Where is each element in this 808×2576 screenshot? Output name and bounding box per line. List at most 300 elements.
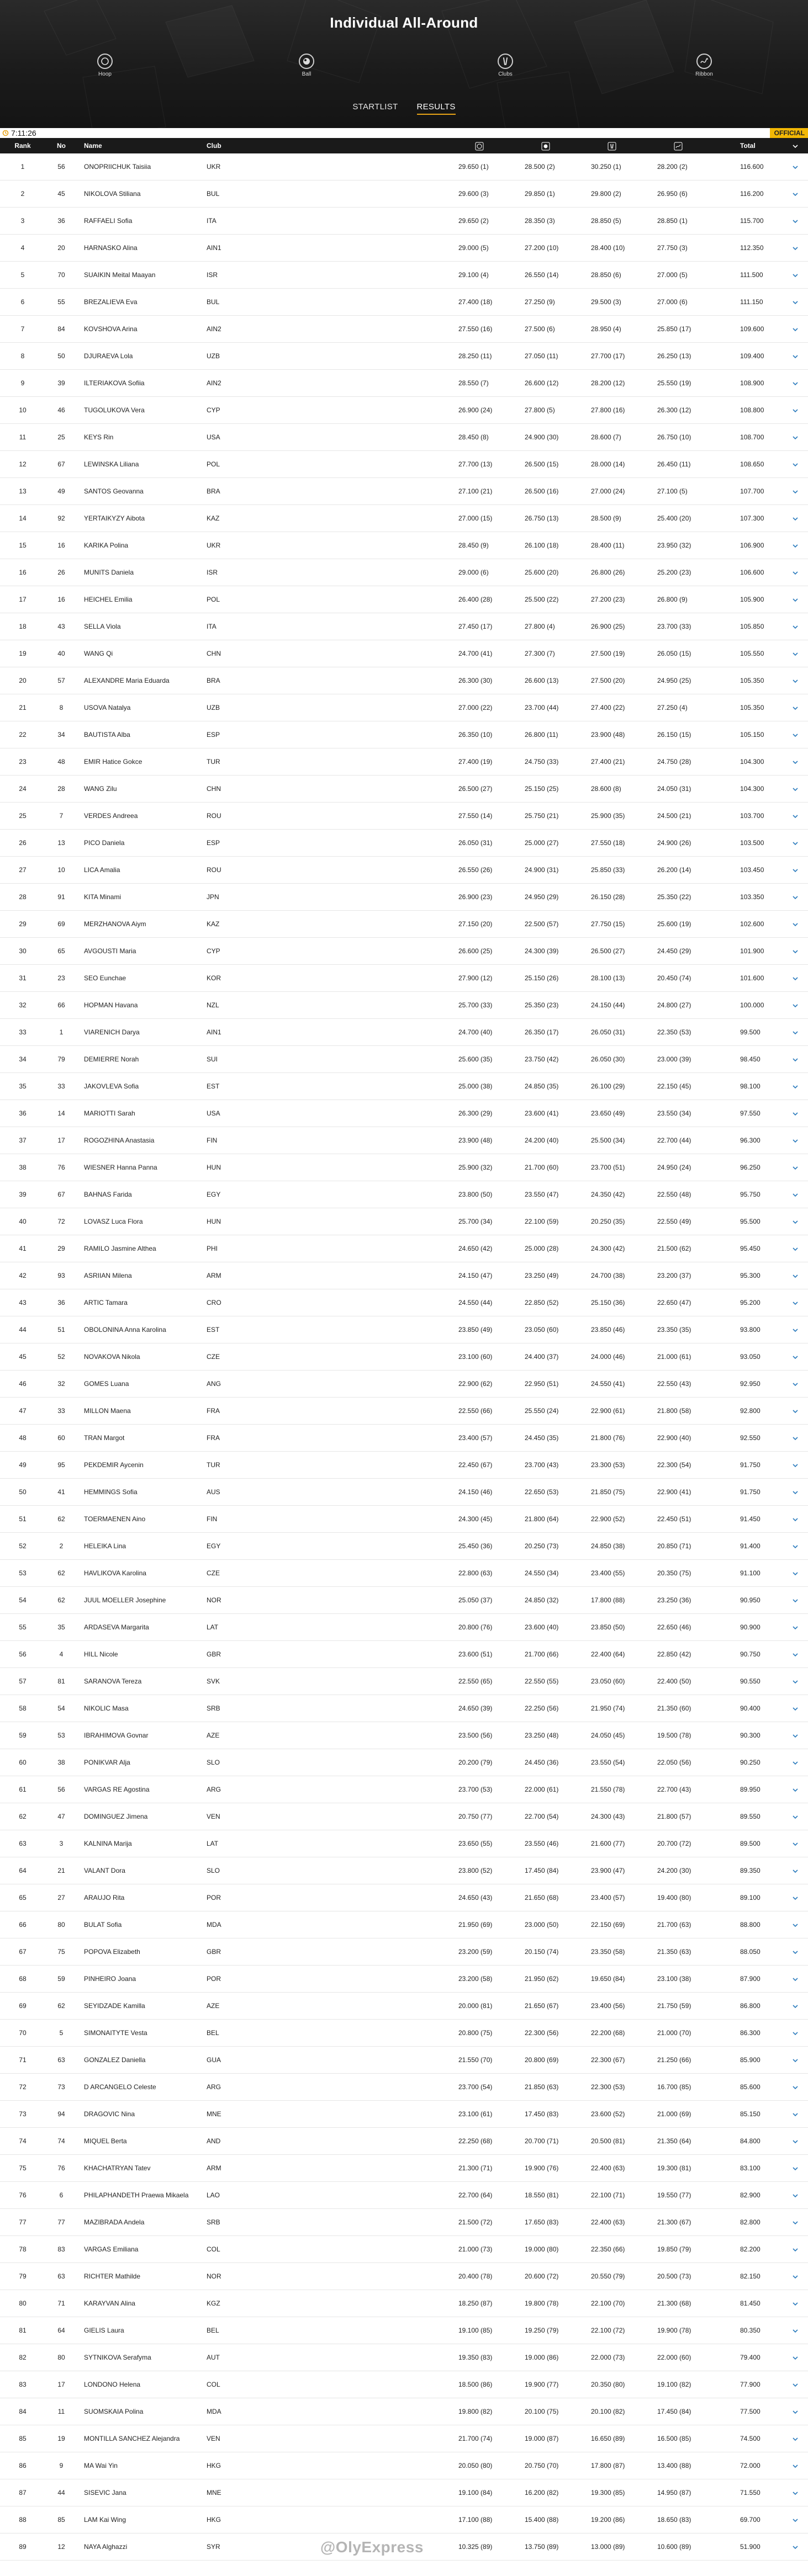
expand-row-button[interactable] [790,2128,801,2155]
ball-score-cell: 19.900 (77) [525,2381,559,2388]
total-score-cell: 107.700 [740,487,764,495]
expand-row-button[interactable] [790,2020,801,2047]
table-row[interactable] [0,1181,808,1208]
expand-row-button[interactable] [790,1668,801,1695]
expand-row-button[interactable] [790,2263,801,2290]
table-row[interactable] [0,1479,808,1506]
table-row[interactable] [0,613,808,640]
expand-row-button[interactable] [790,721,801,748]
clubs-score-cell: 24.150 (44) [591,1001,625,1009]
club-cell: CHN [207,650,221,657]
tab-results[interactable]: RESULTS [417,102,456,115]
table-row[interactable] [0,1316,808,1343]
table-row[interactable] [0,1668,808,1695]
expand-row-button[interactable] [790,1343,801,1371]
hoop-score-cell: 19.350 (83) [458,2354,493,2361]
club-cell: ARM [207,1272,221,1279]
apparatus-ball[interactable] [287,54,326,77]
clubs-score-cell: 22.100 (71) [591,2191,625,2199]
expand-row-button[interactable] [790,2371,801,2398]
ball-score-cell: 26.550 (14) [525,271,559,279]
expand-row-button[interactable] [790,2425,801,2452]
chevron-down-icon [792,597,799,603]
expand-row-button[interactable] [790,613,801,640]
hoop-score-cell: 27.550 (16) [458,325,493,333]
expand-row-button[interactable] [790,153,801,180]
expand-row-button[interactable] [790,2506,801,2533]
table-row[interactable] [0,1993,808,2020]
expand-row-button[interactable] [790,667,801,694]
ribbon-score-cell: 22.550 (49) [657,1218,691,1225]
expand-row-button[interactable] [790,857,801,884]
table-row[interactable] [0,1749,808,1776]
table-row[interactable] [0,1425,808,1452]
table-row[interactable] [0,343,808,370]
expand-row-button[interactable] [790,1641,801,1668]
ball-score-cell: 23.700 (43) [525,1461,559,1469]
expand-row-button[interactable] [790,1506,801,1533]
start-number-cell: 93 [57,1272,65,1279]
athlete-name-cell: VARGAS Emiliana [84,2245,139,2253]
expand-row-button[interactable] [790,776,801,803]
club-cell: BUL [207,298,220,306]
table-row[interactable] [0,1722,808,1749]
table-row[interactable] [0,2479,808,2506]
expand-row-button[interactable] [790,180,801,208]
hoop-score-cell: 26.550 (26) [458,866,493,874]
ribbon-score-cell: 27.250 (4) [657,704,688,711]
table-row[interactable] [0,1966,808,1993]
table-row[interactable] [0,1208,808,1235]
table-row[interactable] [0,2236,808,2263]
hoop-score-cell: 18.500 (86) [458,2381,493,2388]
clubs-score-cell: 22.400 (63) [591,2164,625,2172]
table-row[interactable] [0,2020,808,2047]
athlete-name-cell: ARTIC Tamara [84,1299,128,1306]
hoop-score-cell: 24.150 (47) [458,1272,493,1279]
table-row[interactable] [0,1560,808,1587]
start-number-cell: 13 [57,839,65,847]
table-row[interactable] [0,2371,808,2398]
expand-row-button[interactable] [790,235,801,262]
club-cell: AND [207,2137,221,2145]
start-number-cell: 70 [57,271,65,279]
expand-row-button[interactable] [790,1046,801,1073]
expand-row-button[interactable] [790,2344,801,2371]
table-row[interactable] [0,1776,808,1803]
ribbon-score-cell: 21.750 (59) [657,2002,691,2010]
expand-row-button[interactable] [790,1938,801,1966]
clubs-score-cell: 22.100 (70) [591,2299,625,2307]
table-row[interactable] [0,505,808,532]
expand-row-button[interactable] [790,559,801,586]
expand-row-button[interactable] [790,532,801,559]
table-row[interactable] [0,235,808,262]
ball-score-cell: 25.150 (25) [525,785,559,793]
table-row[interactable] [0,965,808,992]
ribbon-score-cell: 26.250 (13) [657,352,691,360]
expand-row-button[interactable] [790,2074,801,2101]
expand-row-button[interactable] [790,1966,801,1993]
expand-row-button[interactable] [790,1722,801,1749]
expand-row-button[interactable] [790,208,801,235]
table-row[interactable] [0,830,808,857]
rank-cell: 81 [19,2327,27,2334]
table-row[interactable] [0,2182,808,2209]
hoop-score-cell: 23.700 (54) [458,2083,493,2091]
expand-row-button[interactable] [790,1803,801,1830]
ribbon-score-cell: 14.950 (87) [657,2489,691,2497]
table-row[interactable] [0,1506,808,1533]
header-ball[interactable] [525,138,574,153]
table-row[interactable] [0,857,808,884]
table-row[interactable] [0,397,808,424]
hoop-score-cell: 27.000 (15) [458,514,493,522]
clubs-score-cell: 17.800 (88) [591,1596,625,1604]
chevron-down-icon [792,1219,799,1225]
expand-row-button[interactable] [790,1479,801,1506]
athlete-name-cell: WIESNER Hanna Panna [84,1164,157,1171]
expand-row-button[interactable] [790,830,801,857]
expand-row-button[interactable] [790,1587,801,1614]
table-row[interactable] [0,1587,808,1614]
start-number-cell: 84 [57,325,65,333]
hoop-score-cell: 23.100 (61) [458,2110,493,2118]
table-row[interactable] [0,2209,808,2236]
table-row[interactable] [0,2533,808,2561]
total-score-cell: 103.500 [740,839,764,847]
athlete-name-cell: ALEXANDRE Maria Eduarda [84,677,170,684]
ribbon-score-cell: 19.900 (78) [657,2327,691,2334]
clubs-score-cell: 28.500 (9) [591,514,621,522]
start-number-cell: 75 [57,1948,65,1956]
table-row[interactable] [0,1289,808,1316]
expand-row-button[interactable] [790,2452,801,2479]
expand-row-button[interactable] [790,262,801,289]
expand-row-button[interactable] [790,2398,801,2425]
clubs-score-cell: 22.000 (73) [591,2354,625,2361]
table-row[interactable] [0,1019,808,1046]
rank-cell: 6 [20,298,25,306]
expand-row-button[interactable] [790,1776,801,1803]
ribbon-score-cell: 22.900 (41) [657,1488,691,1496]
apparatus-ribbon[interactable] [685,54,723,77]
ribbon-score-cell: 22.150 (45) [657,1082,691,1090]
club-cell: ISR [207,569,218,576]
start-number-cell: 54 [57,1704,65,1712]
table-row[interactable] [0,640,808,667]
club-cell: ANG [207,1380,221,1388]
clubs-score-cell: 22.350 (66) [591,2245,625,2253]
expand-row-button[interactable] [790,586,801,613]
table-row[interactable] [0,153,808,180]
expand-row-button[interactable] [790,2182,801,2209]
table-row[interactable] [0,208,808,235]
table-row[interactable] [0,992,808,1019]
clubs-score-cell: 26.800 (26) [591,569,625,576]
expand-row-button[interactable] [790,2101,801,2128]
hoop-score-cell: 23.400 (57) [458,1434,493,1442]
table-row[interactable] [0,1641,808,1668]
expand-row-button[interactable] [790,965,801,992]
expand-row-button[interactable] [790,2533,801,2561]
club-cell: POL [207,460,220,468]
expand-row-button[interactable] [790,1533,801,1560]
header-hoop[interactable] [458,138,508,153]
expand-row-button[interactable] [790,884,801,911]
ball-score-cell: 25.150 (26) [525,974,559,982]
expand-row-button[interactable] [790,1749,801,1776]
table-row[interactable] [0,2452,808,2479]
total-score-cell: 82.200 [740,2245,761,2253]
table-row[interactable] [0,1073,808,1100]
table-row[interactable] [0,2398,808,2425]
athlete-name-cell: TUGOLUKOVA Vera [84,406,145,414]
ribbon-score-cell: 24.950 (25) [657,677,691,684]
table-row[interactable] [0,2263,808,2290]
table-row[interactable] [0,2047,808,2074]
total-score-cell: 105.850 [740,623,764,630]
club-cell: TUR [207,758,220,766]
table-row[interactable] [0,1235,808,1262]
expand-row-button[interactable] [790,1208,801,1235]
table-row[interactable] [0,2155,808,2182]
expand-row-button[interactable] [790,370,801,397]
rank-cell: 82 [19,2354,27,2361]
table-row[interactable] [0,1695,808,1722]
rank-cell: 86 [19,2462,27,2469]
expand-row-button[interactable] [790,1154,801,1181]
table-row[interactable] [0,586,808,613]
expand-row-button[interactable] [790,2155,801,2182]
table-row[interactable] [0,911,808,938]
expand-row-button[interactable] [790,505,801,532]
table-row[interactable] [0,2344,808,2371]
ball-score-cell: 25.000 (27) [525,839,559,847]
table-row[interactable] [0,694,808,721]
table-row[interactable] [0,370,808,397]
expand-row-button[interactable] [790,397,801,424]
rank-cell: 79 [19,2272,27,2280]
rank-cell: 53 [19,1569,27,1577]
table-row[interactable] [0,1452,808,1479]
table-row[interactable] [0,180,808,208]
table-row[interactable] [0,1398,808,1425]
expand-row-button[interactable] [790,2047,801,2074]
club-cell: BEL [207,2327,219,2334]
expand-row-button[interactable] [790,1614,801,1641]
ribbon-score-cell: 22.300 (54) [657,1461,691,1469]
expand-row-button[interactable] [790,694,801,721]
expand-row-button[interactable] [790,803,801,830]
expand-row-button[interactable] [790,1100,801,1127]
table-row[interactable] [0,1127,808,1154]
athlete-name-cell: SANTOS Geovanna [84,487,144,495]
rank-cell: 52 [19,1542,27,1550]
expand-row-button[interactable] [790,2236,801,2263]
expand-row-button[interactable] [790,1695,801,1722]
hoop-score-cell: 10.325 (89) [458,2543,493,2551]
header-ribbon[interactable] [657,138,707,153]
ball-score-cell: 22.250 (56) [525,1704,559,1712]
expand-row-button[interactable] [790,938,801,965]
table-row[interactable] [0,424,808,451]
chevron-down-icon [792,516,799,522]
expand-row-button[interactable] [790,748,801,776]
rank-cell: 88 [19,2516,27,2524]
table-row[interactable] [0,1911,808,1938]
expand-row-button[interactable] [790,2209,801,2236]
table-row[interactable] [0,2074,808,2101]
apparatus-clubs[interactable] [486,54,525,77]
table-row[interactable] [0,2290,808,2317]
expand-row-button[interactable] [790,1398,801,1425]
table-row[interactable] [0,1343,808,1371]
expand-row-button[interactable] [790,1289,801,1316]
chevron-down-icon [792,164,799,171]
expand-row-button[interactable] [790,1884,801,1911]
expand-row-button[interactable] [790,424,801,451]
table-row[interactable] [0,721,808,748]
table-row[interactable] [0,803,808,830]
ribbon-score-cell: 22.700 (44) [657,1136,691,1144]
chevron-down-icon [792,2382,799,2388]
table-row[interactable] [0,1154,808,1181]
expand-row-button[interactable] [790,289,801,316]
table-row[interactable] [0,2101,808,2128]
expand-row-button[interactable] [790,1127,801,1154]
expand-row-button[interactable] [790,343,801,370]
expand-row-button[interactable] [790,2290,801,2317]
table-row[interactable] [0,1533,808,1560]
expand-row-button[interactable] [790,1181,801,1208]
expand-row-button[interactable] [790,478,801,505]
expand-row-button[interactable] [790,1073,801,1100]
athlete-name-cell: POPOVA Elizabeth [84,1948,140,1956]
expand-row-button[interactable] [790,2479,801,2506]
expand-row-button[interactable] [790,1560,801,1587]
table-row[interactable] [0,938,808,965]
expand-row-button[interactable] [790,911,801,938]
start-number-cell: 38 [57,1759,65,1766]
apparatus-label: Clubs [498,71,513,77]
table-row[interactable] [0,2317,808,2344]
table-row[interactable] [0,559,808,586]
table-row[interactable] [0,1830,808,1857]
expand-row-button[interactable] [790,1235,801,1262]
table-row[interactable] [0,776,808,803]
hoop-score-cell: 24.550 (44) [458,1299,493,1306]
rank-cell: 17 [19,596,27,603]
table-row[interactable] [0,748,808,776]
table-row[interactable] [0,1046,808,1073]
hoop-score-cell: 24.300 (45) [458,1515,493,1523]
chevron-down-icon [792,326,799,333]
table-row[interactable] [0,478,808,505]
clubs-score-cell: 20.250 (35) [591,1218,625,1225]
hoop-score-cell: 23.200 (58) [458,1975,493,1983]
ribbon-score-cell: 28.850 (1) [657,217,688,225]
chevron-down-icon [792,1624,799,1631]
start-number-cell: 34 [57,731,65,739]
table-row[interactable] [0,316,808,343]
expand-row-button[interactable] [790,1857,801,1884]
table-row[interactable] [0,2506,808,2533]
expand-row-button[interactable] [790,1452,801,1479]
expand-row-button[interactable] [790,1425,801,1452]
athlete-name-cell: ARDASEVA Margarita [84,1623,149,1631]
table-row[interactable] [0,884,808,911]
athlete-name-cell: VIARENICH Darya [84,1028,140,1036]
table-row[interactable] [0,667,808,694]
chevron-down-icon [792,894,799,901]
start-number-cell: 59 [57,1975,65,1983]
hoop-score-cell: 27.900 (12) [458,974,493,982]
hoop-score-cell: 28.450 (8) [458,433,489,441]
table-row[interactable] [0,2425,808,2452]
start-number-cell: 80 [57,1921,65,1929]
expand-row-button[interactable] [790,1316,801,1343]
table-row[interactable] [0,1938,808,1966]
chevron-down-icon [792,461,799,468]
expand-row-button[interactable] [790,316,801,343]
rank-cell: 60 [19,1759,27,1766]
table-row[interactable] [0,1371,808,1398]
table-row[interactable] [0,1262,808,1289]
expand-row-button[interactable] [790,2317,801,2344]
table-row[interactable] [0,451,808,478]
ribbon-score-cell: 13.400 (88) [657,2462,691,2469]
clubs-score-cell: 22.300 (53) [591,2083,625,2091]
expand-row-button[interactable] [790,640,801,667]
header-clubs[interactable] [591,138,641,153]
table-row[interactable] [0,1614,808,1641]
table-row[interactable] [0,262,808,289]
expand-row-button[interactable] [790,1262,801,1289]
table-row[interactable] [0,1857,808,1884]
apparatus-hoop[interactable] [86,54,124,77]
start-number-cell: 62 [57,2002,65,2010]
ribbon-score-cell: 25.350 (22) [657,893,691,901]
table-row[interactable] [0,2128,808,2155]
expand-row-button[interactable] [790,1911,801,1938]
clubs-score-cell: 27.000 (24) [591,487,625,495]
athlete-name-cell: PICO Daniela [84,839,125,847]
start-number-cell: 33 [57,1082,65,1090]
rank-cell: 61 [19,1786,27,1793]
clubs-score-cell: 22.900 (61) [591,1407,625,1415]
athlete-name-cell: KOVSHOVA Arina [84,325,138,333]
expand-row-button[interactable] [790,1019,801,1046]
table-row[interactable] [0,532,808,559]
expand-row-button[interactable] [790,1371,801,1398]
table-row[interactable] [0,1803,808,1830]
expand-row-button[interactable] [790,1830,801,1857]
table-row[interactable] [0,1884,808,1911]
start-number-cell: 76 [57,2164,65,2172]
table-row[interactable] [0,289,808,316]
table-row[interactable] [0,1100,808,1127]
chevron-down-icon [792,570,799,576]
ball-score-cell: 22.100 (59) [525,1218,559,1225]
tab-startlist[interactable]: STARTLIST [352,102,398,111]
clubs-score-cell: 26.900 (25) [591,623,625,630]
expand-row-button[interactable] [790,1993,801,2020]
ribbon-score-cell: 26.950 (6) [657,190,688,198]
expand-row-button[interactable] [790,451,801,478]
header-expand-all[interactable] [790,138,801,153]
expand-row-button[interactable] [790,992,801,1019]
